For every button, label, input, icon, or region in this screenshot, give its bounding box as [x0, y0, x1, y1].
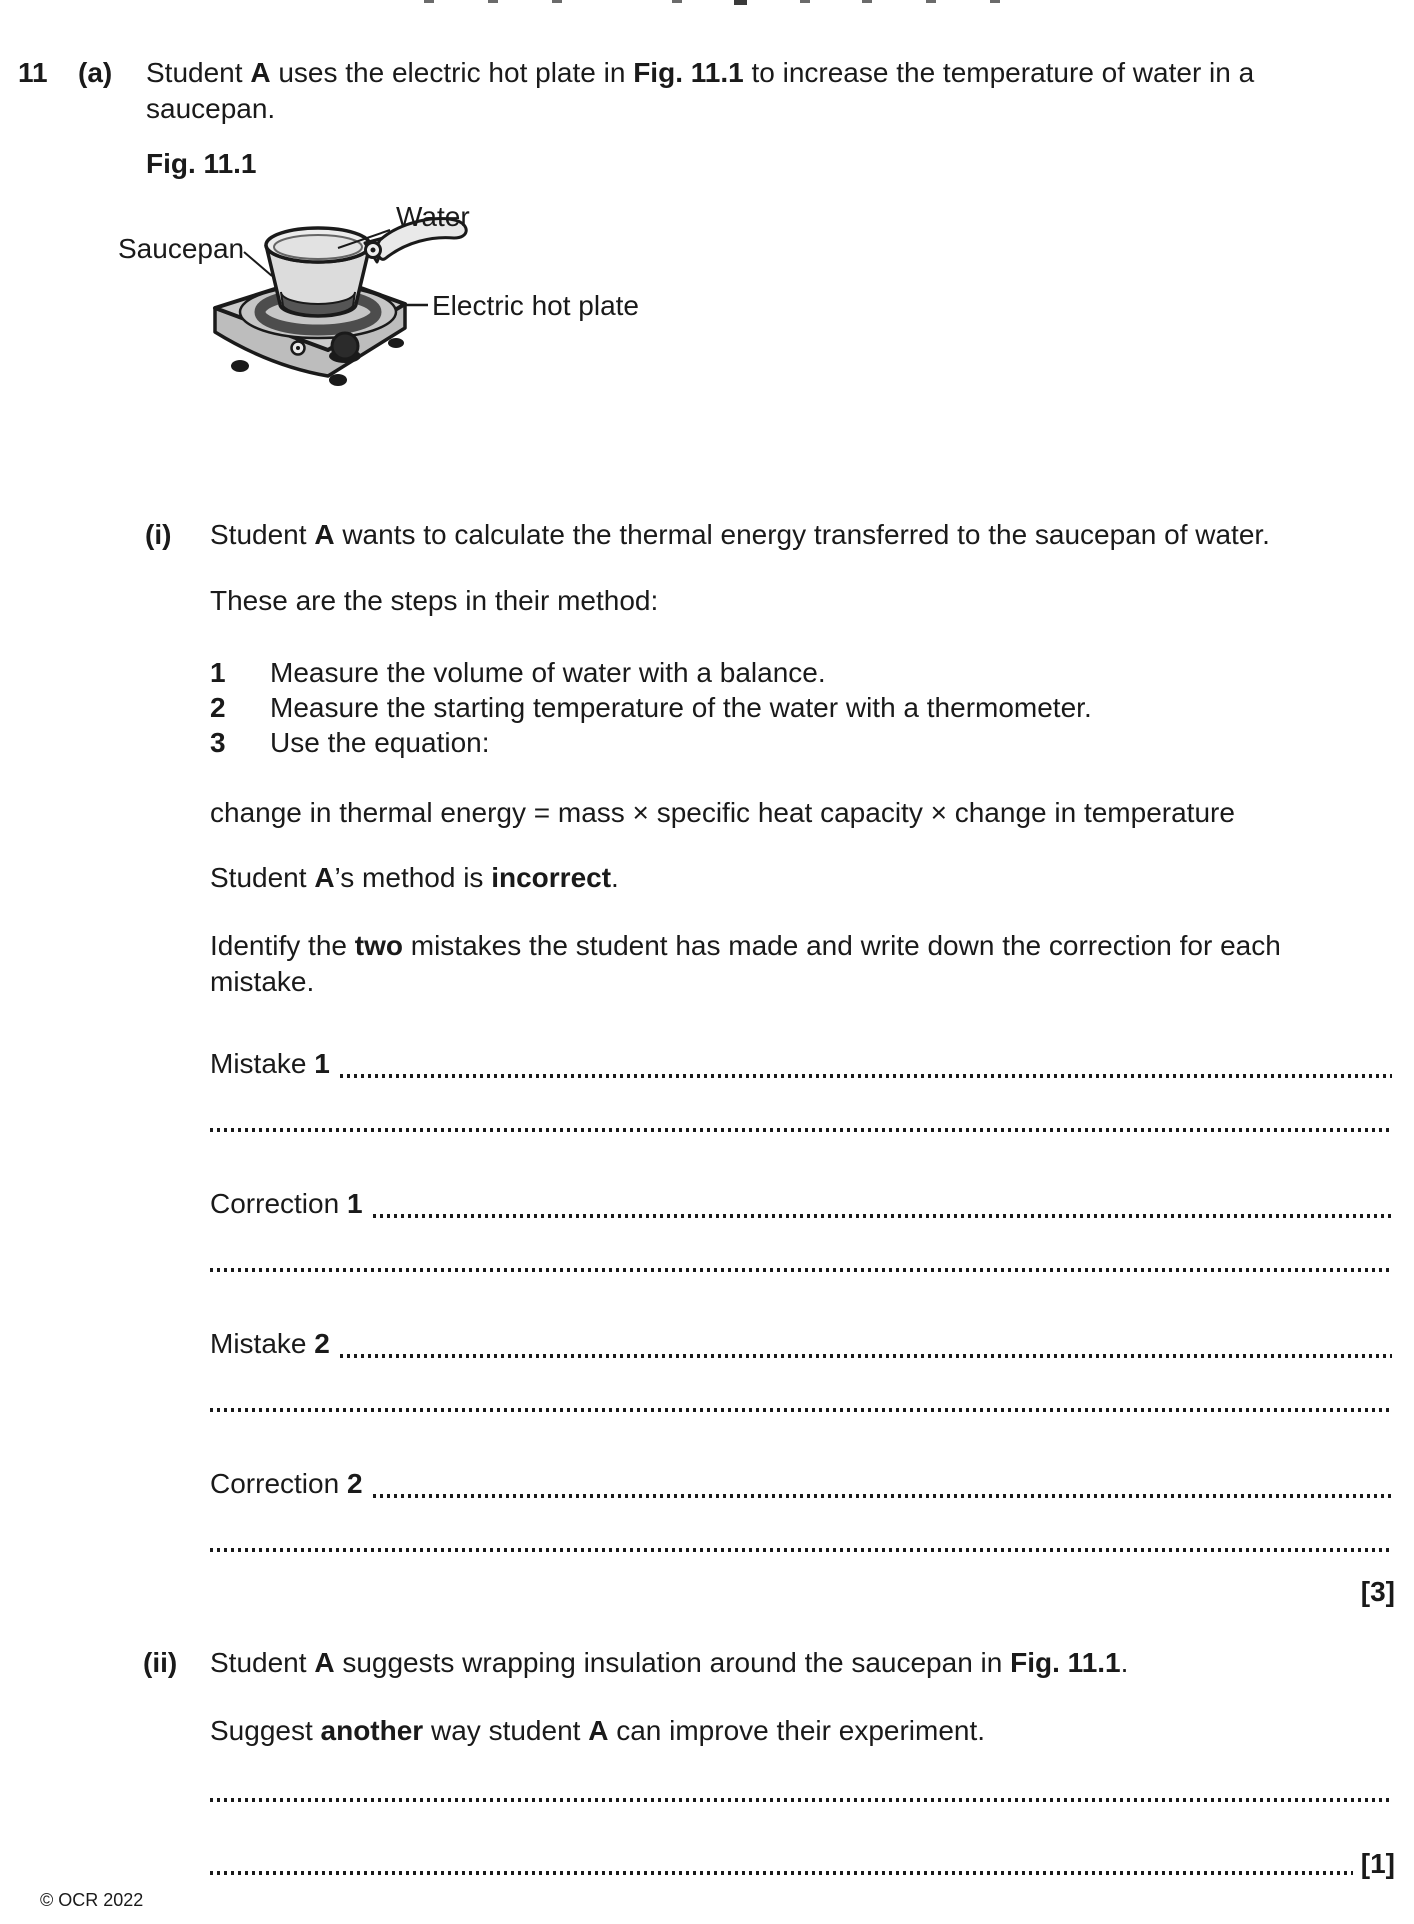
part-i-intro: Student A wants to calculate the thermal energy transferred to the saucepan of water. — [210, 519, 1270, 550]
answer-line-mistake-2 — [210, 1328, 1392, 1362]
step-3 — [210, 725, 490, 761]
answer-dotted-line — [373, 1214, 1392, 1218]
part-a-label: (a) — [78, 57, 113, 88]
part-ii-intro: Student A suggests wrapping insulation around the saucepan in Fig. 11.1. — [210, 1647, 1129, 1678]
answer-dotted-line — [340, 1074, 1392, 1078]
answer-dotted-line — [210, 1871, 1353, 1875]
identify-instruction — [210, 928, 1395, 1000]
answer-label: Mistake 1 — [210, 1048, 330, 1079]
answer-label: Correction 2 — [210, 1468, 363, 1499]
identify-line2: mistake. — [210, 966, 315, 997]
step-number: 1 — [210, 657, 226, 688]
saucepan-label: Saucepan — [118, 233, 245, 264]
step-number: 2 — [210, 692, 226, 723]
hotplate-label: Electric hot plate — [432, 290, 639, 321]
part-ii-label: (ii) — [143, 1647, 178, 1678]
identify-line1: Identify the two mistakes the student has made and write down the correction for each — [210, 930, 1281, 961]
answer-dotted-line — [210, 1798, 1392, 1802]
step-number: 3 — [210, 727, 226, 758]
marks-badge-3: [3] — [1360, 1576, 1395, 1607]
question-number: 11 — [18, 57, 48, 88]
answer-line-correction-1 — [210, 1188, 1392, 1222]
part-i-label: (i) — [145, 519, 172, 550]
answer-dotted-line — [340, 1354, 1392, 1358]
step-text: Measure the starting temperature of the water with a thermometer. — [270, 692, 1092, 723]
answer-label: Correction 1 — [210, 1188, 363, 1219]
hotplate-foot — [231, 360, 249, 372]
answer-line-with-marks — [210, 1848, 1395, 1882]
hotplate-foot — [388, 338, 404, 348]
step-2 — [210, 690, 1092, 726]
answer-dotted-line — [210, 1128, 1392, 1132]
water-label: Water — [396, 201, 470, 232]
answer-dotted-line — [373, 1494, 1392, 1498]
answer-dotted-line — [210, 1548, 1392, 1552]
water-surface — [274, 235, 362, 259]
copyright-footer: © OCR 2022 — [40, 1890, 144, 1910]
answer-line-mistake-1 — [210, 1048, 1392, 1082]
hotplate-foot — [329, 374, 347, 386]
part-ii-prompt: Suggest another way student A can improve their experiment. — [210, 1715, 986, 1746]
answer-dotted-line — [210, 1268, 1392, 1272]
equation: change in thermal energy = mass × specific heat capacity × change in temperature — [210, 797, 1235, 828]
part-a-intro — [146, 55, 1390, 127]
method-statement: Student A’s method is incorrect. — [210, 862, 619, 893]
figure-caption: Fig. 11.1 — [146, 148, 257, 179]
part-a-intro-line2: saucepan. — [146, 93, 276, 124]
step-text: Use the equation: — [270, 727, 490, 758]
step-1 — [210, 655, 826, 691]
answer-line-correction-2 — [210, 1468, 1392, 1502]
control-knob — [332, 333, 358, 359]
figure-diagram — [100, 188, 660, 428]
steps-heading: These are the steps in their method: — [210, 585, 659, 616]
part-a-intro-line1: Student A uses the electric hot plate in Fig. 11.1 to increase the temperature of water in a — [146, 57, 1255, 88]
answer-dotted-line — [210, 1408, 1392, 1412]
answer-label: Mistake 2 — [210, 1328, 330, 1359]
step-text: Measure the volume of water with a balance. — [270, 657, 826, 688]
marks-badge-1: [1] — [1360, 1848, 1395, 1879]
